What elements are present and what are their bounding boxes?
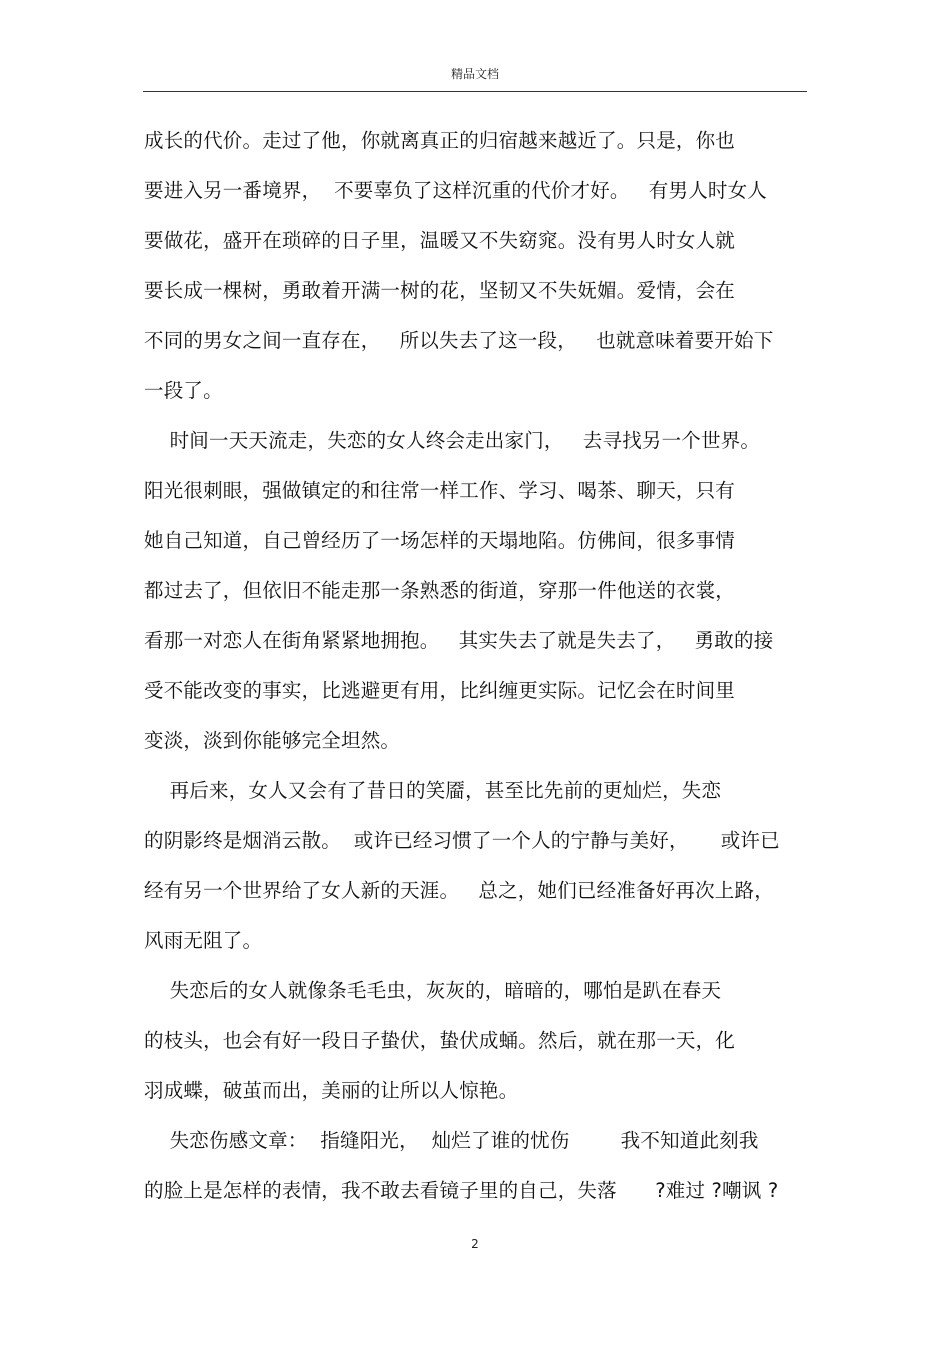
text-line: 失恋后的女人就像条毛毛虫，灰灰的，暗暗的，哪怕是趴在春天 xyxy=(144,979,722,1002)
text-line: 要做花，盛开在琐碎的日子里，温暖又不失窈窕。没有男人时女人就 xyxy=(144,229,736,252)
text-line: 羽成蝶，破茧而出，美丽的让所以人惊艳。 xyxy=(144,1079,519,1102)
header-divider xyxy=(143,91,807,92)
page-header: 精品文档 xyxy=(450,67,499,81)
text-line: 阳光很刺眼，强做镇定的和往常一样工作、学习、喝茶、聊天，只有 xyxy=(144,479,736,502)
page-number: 2 xyxy=(471,1237,479,1251)
text-line: 风雨无阻了。 xyxy=(144,929,263,952)
text-line: 的阴影终是烟消云散。 或许已经习惯了一个人的宁静与美好， 或许已 xyxy=(144,829,780,852)
text-line: 受不能改变的事实，比逃避更有用，比纠缠更实际。记忆会在时间里 xyxy=(144,679,736,702)
text-line: 的枝头，也会有好一段日子蛰伏，蛰伏成蛹。然后，就在那一天，化 xyxy=(144,1029,736,1052)
text-line: 失恋伤感文章： 指缝阳光， 灿烂了谁的忧伤 我不知道此刻我 xyxy=(144,1129,759,1152)
text-line: 要进入另一番境界， 不要辜负了这样沉重的代价才好。 有男人时女人 xyxy=(144,179,767,202)
text-line: 都过去了，但依旧不能走那一条熟悉的街道，穿那一件他送的衣裳， xyxy=(144,579,736,602)
text-line: 要长成一棵树，勇敢着开满一树的花，坚韧又不失妩媚。爱情，会在 xyxy=(144,279,736,302)
text-line: 她自己知道，自己曾经历了一场怎样的天塌地陷。仿佛间，很多事情 xyxy=(144,529,736,552)
text-line: 时间一天天流走，失恋的女人终会走出家门， 去寻找另一个世界。 xyxy=(144,429,761,452)
text-line: 再后来，女人又会有了昔日的笑靥，甚至比先前的更灿烂，失恋 xyxy=(144,779,722,802)
text-line: 的脸上是怎样的表情，我不敢去看镜子里的自己，失落 ?难过 ?嘲讽 ? xyxy=(144,1179,779,1202)
body-text xyxy=(144,116,814,1216)
text-line: 变淡，淡到你能够完全坦然。 xyxy=(144,729,401,752)
text-line: 看那一对恋人在街角紧紧地拥抱。 其实失去了就是失去了， 勇敢的接 xyxy=(144,629,774,652)
text-line: 一段了。 xyxy=(144,379,223,402)
text-line: 成长的代价。走过了他，你就离真正的归宿越来越近了。只是，你也 xyxy=(144,129,736,152)
text-line: 不同的男女之间一直存在， 所以失去了这一段， 也就意味着要开始下 xyxy=(144,329,774,352)
text-line: 经有另一个世界给了女人新的天涯。 总之，她们已经准备好再次上路， xyxy=(144,879,774,902)
